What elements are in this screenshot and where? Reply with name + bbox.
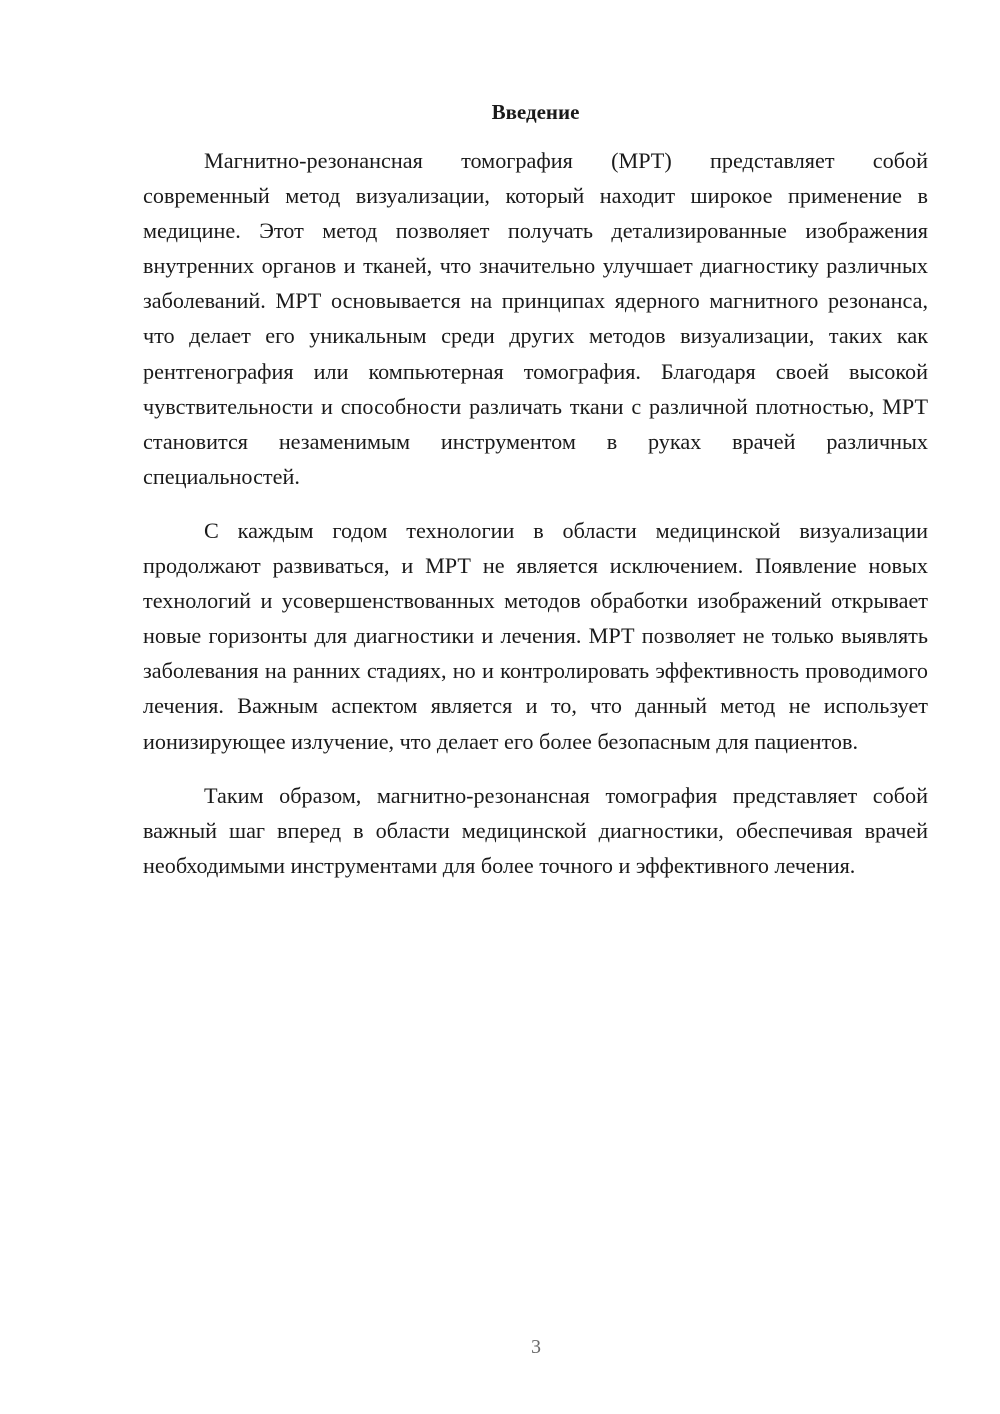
page-number: 3 — [531, 1336, 541, 1358]
paragraph-2: С каждым годом технологии в области медицинской визуализации продолжают развиваться, и МРТ не является исключением. Появление новых технологий и усовершенствованных методов обработки изображений открывает новые горизонты для диагностики и лечения. МРТ позволяет не только выявлять заболевания на ранних стадиях, но и контролировать эффективность проводимого лечения. Важным аспектом является и то, что данный метод не использует ионизирующее излучение, что делает его более безопасным для пациентов. — [143, 517, 928, 754]
body-text — [143, 143, 928, 902]
section-heading: Введение — [491, 100, 580, 124]
paragraph-1: Магнитно-резонансная томография (МРТ) представляет собой современный метод визуализации, который находит широкое применение в медицине. Этот метод позволяет получать детализированные изображения внутренних органов и тканей, что значительно улучшает диагностику различных заболеваний. МРТ основывается на принципах ядерного магнитного резонанса, что делает его уникальным среди других методов визуализации, таких как рентгенография или компьютерная томография. Благодаря своей высокой чувствительности и способности различать ткани с различной плотностью, МРТ становится незаменимым инструментом в руках врачей различных специальностей. — [143, 148, 928, 489]
paragraph-3: Таким образом, магнитно-резонансная томография представляет собой важный шаг вперед в области медицинской диагностики, обеспечивая врачей необходимыми инструментами для более точного и эффективного лечения. — [143, 782, 928, 878]
